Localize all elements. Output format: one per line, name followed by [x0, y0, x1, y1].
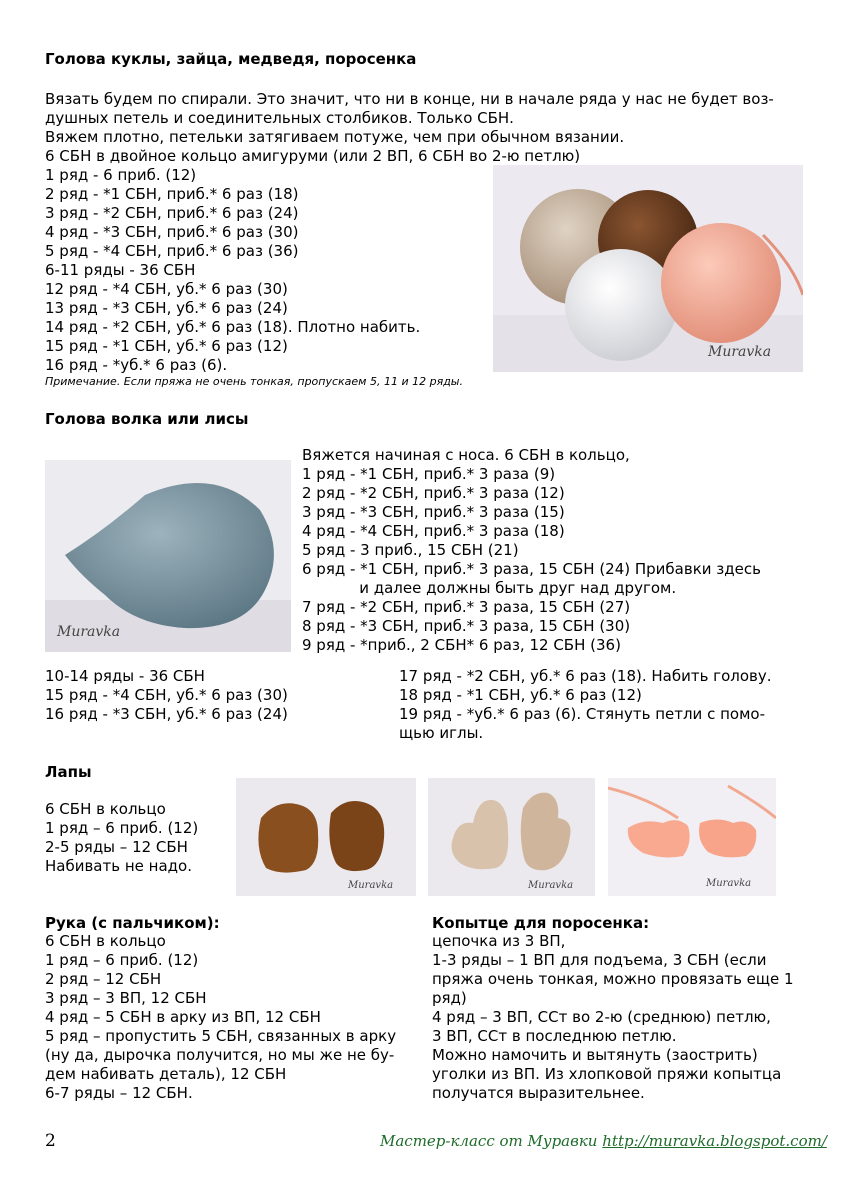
doll-head-note: Примечание. Если пряжа не очень тонкая, пропускаем 5, 11 и 12 ряды. — [45, 375, 463, 388]
footer-credit — [380, 1132, 827, 1150]
row-line: 1-3 ряды – 1 ВП для подъема, 3 СБН (если — [432, 951, 767, 969]
row-line: 2 ряд - *1 СБН, приб.* 6 раз (18) — [45, 185, 299, 203]
row-line: 3 ряд - *3 СБН, приб.* 3 раза (15) — [302, 503, 565, 521]
hooves-title: Копытце для поросенка: — [432, 914, 650, 932]
row-line: 1 ряд - 6 приб. (12) — [45, 166, 197, 184]
row-line: 16 ряд - *уб.* 6 раз (6). — [45, 356, 228, 374]
paws-rows — [45, 800, 198, 876]
doll-head-intro — [45, 90, 774, 166]
row-line: ряд) — [432, 989, 467, 1007]
row-line: 6-7 ряды – 12 СБН. — [45, 1084, 193, 1102]
row-line: (ну да, дырочка получится, но мы же не бу- — [45, 1046, 395, 1064]
wolf-head-rows-left — [45, 667, 288, 724]
photo-watermark: Muravka — [57, 624, 121, 640]
beige-paws-photo — [428, 778, 595, 896]
row-line: 18 ряд - *1 СБН, уб.* 6 раз (12) — [399, 686, 642, 704]
row-line: 1 ряд – 6 приб. (12) — [45, 951, 199, 969]
row-line: 5 ряд – пропустить 5 СБН, связанных в арку — [45, 1027, 397, 1045]
row-line: щью иглы. — [399, 724, 484, 742]
row-line: Набивать не надо. — [45, 857, 192, 875]
intro-line: Вязать будем по спирали. Это значит, что ни в конце, ни в начале ряда у нас не будет воз- — [45, 90, 774, 108]
row-line: пряжа очень тонкая, можно провязать еще 1 — [432, 970, 794, 988]
photo-watermark: Muravka — [348, 880, 394, 891]
row-line: 5 ряд - 3 приб., 15 СБН (21) — [302, 541, 519, 559]
row-line: 3 ВП, ССт в последнюю петлю. — [432, 1027, 677, 1045]
wolf-head-rows-right — [399, 667, 772, 743]
row-line: 6 ряд - *1 СБН, приб.* 3 раза, 15 СБН (24) Прибавки здесь — [302, 560, 761, 578]
wolf-head-title: Голова волка или лисы — [45, 410, 249, 428]
hand-rows — [45, 932, 396, 1103]
row-line: 4 ряд - *4 СБН, приб.* 3 раза (18) — [302, 522, 565, 540]
row-line: уголки из ВП. Из хлопковой пряжи копытца — [432, 1065, 782, 1083]
row-line: 4 ряд – 5 СБН в арку из ВП, 12 СБН — [45, 1008, 321, 1026]
row-line: Можно намочить и вытянуть (заострить) — [432, 1046, 758, 1064]
row-line: дем набивать деталь), 12 СБН — [45, 1065, 287, 1083]
paws-title: Лапы — [45, 763, 92, 781]
hand-title: Рука (с пальчиком): — [45, 914, 220, 932]
row-line: 6 СБН в кольцо — [45, 800, 166, 818]
doll-head-title: Голова куклы, зайца, медведя, поросенка — [45, 50, 417, 68]
doll-head-rows — [45, 166, 420, 375]
intro-line: Вяжем плотно, петельки затягиваем потуже, чем при обычном вязании. — [45, 128, 625, 146]
wolf-head-rows — [302, 446, 761, 655]
photo-watermark: Muravka — [706, 878, 752, 889]
row-line: 3 ряд - *2 СБН, приб.* 6 раз (24) — [45, 204, 299, 222]
row-line: 6 СБН в кольцо — [45, 932, 166, 950]
row-line: 2 ряд - *2 СБН, приб.* 3 раза (12) — [302, 484, 565, 502]
brown-paws-photo — [236, 778, 416, 896]
page-number: 2 — [45, 1131, 56, 1151]
row-line: 17 ряд - *2 СБН, уб.* 6 раз (18). Набить голову. — [399, 667, 772, 685]
row-line: 5 ряд - *4 СБН, приб.* 6 раз (36) — [45, 242, 299, 260]
row-line: 10-14 ряды - 36 СБН — [45, 667, 205, 685]
intro-line: душных петель и соединительных столбиков. Только СБН. — [45, 109, 514, 127]
row-line: 1 ряд – 6 приб. (12) — [45, 819, 199, 837]
crochet-balls-photo — [493, 165, 803, 372]
row-line: 9 ряд - *приб., 2 СБН* 6 раз, 12 СБН (36) — [302, 636, 621, 654]
row-line: цепочка из 3 ВП, — [432, 932, 566, 950]
row-line: 1 ряд - *1 СБН, приб.* 3 раза (9) — [302, 465, 556, 483]
row-line: 19 ряд - *уб.* 6 раз (6). Стянуть петли с помо- — [399, 705, 765, 723]
pink-hooves-photo — [608, 778, 776, 896]
row-line: 7 ряд - *2 СБН, приб.* 3 раза, 15 СБН (27) — [302, 598, 631, 616]
wolf-head-photo — [45, 460, 291, 652]
intro-line: 6 СБН в двойное кольцо амигуруми (или 2 ВП, 6 СБН во 2-ю петлю) — [45, 147, 581, 165]
row-line: Вяжется начиная с носа. 6 СБН в кольцо, — [302, 446, 630, 464]
row-line: и далее должны быть друг над другом. — [302, 579, 677, 597]
row-line: 15 ряд - *4 СБН, уб.* 6 раз (30) — [45, 686, 288, 704]
row-line: 13 ряд - *3 СБН, уб.* 6 раз (24) — [45, 299, 288, 317]
footer-text: Мастер-класс от Муравки — [380, 1132, 598, 1150]
row-line: 12 ряд - *4 СБН, уб.* 6 раз (30) — [45, 280, 288, 298]
row-line: 4 ряд – 3 ВП, ССт во 2-ю (среднюю) петлю, — [432, 1008, 771, 1026]
row-line: 16 ряд - *3 СБН, уб.* 6 раз (24) — [45, 705, 288, 723]
row-line: 6-11 ряды - 36 СБН — [45, 261, 196, 279]
photo-watermark: Muravka — [528, 880, 574, 891]
row-line: 2-5 ряды – 12 СБН — [45, 838, 188, 856]
row-line: 15 ряд - *1 СБН, уб.* 6 раз (12) — [45, 337, 288, 355]
row-line: 8 ряд - *3 СБН, приб.* 3 раза, 15 СБН (30) — [302, 617, 631, 635]
row-line: 14 ряд - *2 СБН, уб.* 6 раз (18). Плотно набить. — [45, 318, 421, 336]
hooves-rows — [432, 932, 794, 1103]
row-line: 3 ряд – 3 ВП, 12 СБН — [45, 989, 207, 1007]
row-line: 4 ряд - *3 СБН, приб.* 6 раз (30) — [45, 223, 299, 241]
row-line: получатся выразительнее. — [432, 1084, 645, 1102]
row-line: 2 ряд – 12 СБН — [45, 970, 162, 988]
footer-link[interactable]: http://muravka.blogspot.com/ — [602, 1132, 827, 1150]
photo-watermark: Muravka — [708, 344, 772, 360]
